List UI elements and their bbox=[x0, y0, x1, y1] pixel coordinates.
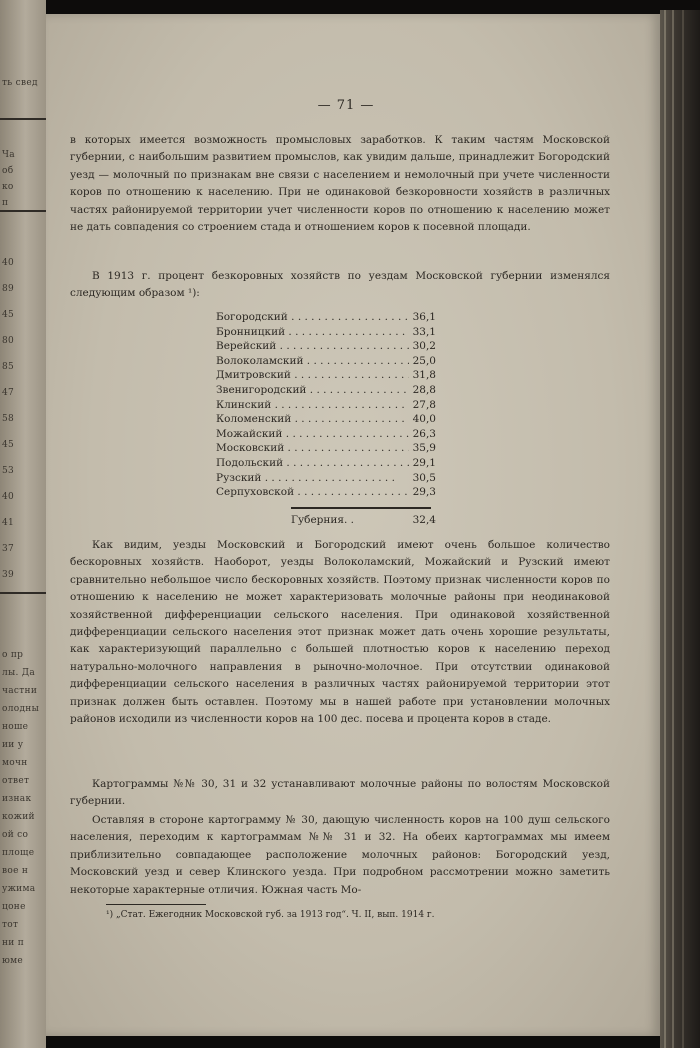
uezd-value: 28,8 bbox=[412, 383, 436, 396]
left-page-fragment: ть свед bbox=[2, 78, 38, 88]
left-page-fragment: 41 bbox=[2, 518, 15, 528]
uezd-name: Волоколамский . . . bbox=[216, 354, 409, 369]
left-page-fragment: о пр bbox=[2, 650, 24, 660]
total-rule bbox=[291, 507, 431, 509]
left-page-fragment: 58 bbox=[2, 414, 15, 424]
uezd-row bbox=[216, 383, 436, 398]
uezd-name: Подольский . . . bbox=[216, 456, 409, 471]
uezd-row bbox=[216, 412, 436, 427]
page-number: — 71 — bbox=[317, 98, 375, 113]
total-value: 32,4 bbox=[412, 514, 436, 526]
left-page-fragment: мочн bbox=[2, 758, 28, 768]
left-page-edge bbox=[0, 0, 46, 1048]
uezd-row bbox=[216, 339, 436, 354]
uezd-value: 33,1 bbox=[412, 325, 436, 338]
uezd-name: Дмитровский . . . bbox=[216, 368, 409, 383]
uezd-name: Бронницкий . . . bbox=[216, 325, 409, 340]
paragraph-1-text: в которых имеется возможность промысловых заработков. К таким частям Московской губернии, с наибольшим развитием промыслов, как увидим дальше, принадлежит Богородский уезд — молочный по признакам вне связи с населением и немолочный при учете численности коров по отношению к населению. При не одинаковой безкоровности хозяйств в различных частях районируемой территории учет численности коров по отношению к населению может не дать совпадения со строением стада и отношением коров к посевной площади. bbox=[70, 134, 610, 234]
left-page-fragment: площе bbox=[2, 848, 35, 858]
left-page-fragment: 47 bbox=[2, 388, 15, 398]
total-row bbox=[291, 514, 436, 526]
left-page-fragment: ии у bbox=[2, 740, 24, 750]
book-page bbox=[46, 14, 660, 1036]
paragraph-3-text: Как видим, уезды Московский и Богородский имеют очень большое количество бескоровных хозяйств. Наоборот, уезды Волоколамский, Можайский и Рузский имеют сравнительно небольшое число бескоровных хозяйств. Поэтому признак численности коров по отношению к населению не может характеризовать молочные районы при неодинаковой хозяйственной дифференциации сельского населения. При одинаковой хозяйственной дифференциации сельского населения этот признак может дать очень хорошие результаты, как характеризующий параллельно с большей плотностью коров к населению переход натурально-молочного направления в рыночно-молочное. При отсутствии одинаковой дифференциации сельского населения в различных частях районируемой территории этот признак должен быть оставлен. Поэтому мы в нашей работе при установлении молочных районов исходили из численности коров на 100 дес. посева и процента коров в стаде. bbox=[70, 539, 610, 726]
uezd-name: Верейский . . . bbox=[216, 339, 409, 354]
uezd-name: Можайский . . . bbox=[216, 427, 409, 442]
left-page-fragment: кожий bbox=[2, 812, 35, 822]
uezd-value: 31,8 bbox=[412, 369, 436, 382]
left-page-fragment: 37 bbox=[2, 544, 15, 554]
left-page-fragment: частни bbox=[2, 686, 38, 696]
uezd-name: Клинский . . . bbox=[216, 398, 409, 413]
total-label: Губерния. . bbox=[291, 514, 355, 526]
left-page-fragment: об bbox=[2, 166, 14, 176]
footnote-rule bbox=[106, 904, 206, 905]
left-page-fragment: 89 bbox=[2, 284, 15, 294]
uezd-row bbox=[216, 368, 436, 383]
left-page-fragment: 39 bbox=[2, 570, 15, 580]
uezd-row bbox=[216, 441, 436, 456]
left-page-fragment: п bbox=[2, 198, 9, 208]
left-page-fragment: 45 bbox=[2, 310, 15, 320]
uezd-value: 35,9 bbox=[412, 442, 436, 455]
uezd-row bbox=[216, 325, 436, 340]
uezd-row bbox=[216, 456, 436, 471]
uezd-value: 40,0 bbox=[412, 413, 436, 426]
paragraph-4-text: Картограммы №№ 30, 31 и 32 устанавливают молочные районы по волостям Московской губернии. bbox=[70, 778, 610, 808]
uezd-value: 27,8 bbox=[412, 398, 436, 411]
paragraph-2-text: В 1913 г. процент безкоровных хозяйств по уездам Московской губернии изменялся следующим образом ¹): bbox=[70, 270, 610, 300]
left-page-fragment: изнак bbox=[2, 794, 32, 804]
uezd-row bbox=[216, 485, 436, 500]
uezd-row bbox=[216, 310, 436, 325]
left-page-fragment: ужима bbox=[2, 884, 36, 894]
uezd-value: 30,5 bbox=[412, 471, 436, 484]
left-page-fragment: ко bbox=[2, 182, 14, 192]
left-page-fragment: вое н bbox=[2, 866, 29, 876]
left-page-fragment: 85 bbox=[2, 362, 15, 372]
uezd-row bbox=[216, 427, 436, 442]
uezd-row bbox=[216, 398, 436, 413]
uezd-name: Богородский . . . bbox=[216, 310, 409, 325]
uezd-value: 29,3 bbox=[412, 486, 436, 499]
paragraph-1 bbox=[70, 132, 610, 236]
left-page-fragment: 40 bbox=[2, 258, 15, 268]
left-page-fragment: юме bbox=[2, 956, 24, 966]
left-page-fragment: 53 bbox=[2, 466, 15, 476]
paragraph-5-text: Оставляя в стороне картограмму № 30, дающую численность коров на 100 душ сельского населения, переходим к картограммам №№ 31 и 32. На обеих картограммах мы имеем приблизительно совпадающее расположение молочных районов: Богородский уезд, Московский уезд и север Клинского уезда. При подробном рассмотрении можно заметить некоторые характерные отличия. Южная часть Мо- bbox=[70, 814, 610, 896]
uezd-name: Московский . . . bbox=[216, 441, 409, 456]
paragraph-2 bbox=[70, 268, 610, 303]
uezd-value: 30,2 bbox=[412, 340, 436, 353]
left-page-fragment: тот bbox=[2, 920, 19, 930]
left-page-fragment: олодны bbox=[2, 704, 40, 714]
uezd-table bbox=[216, 310, 436, 500]
left-page-rule bbox=[0, 118, 46, 120]
left-page-fragment: ни п bbox=[2, 938, 25, 948]
uezd-row bbox=[216, 354, 436, 369]
paragraph-5 bbox=[70, 812, 610, 899]
uezd-value: 29,1 bbox=[412, 456, 436, 469]
uezd-value: 25,0 bbox=[412, 354, 436, 367]
uezd-name: Рузский . . . bbox=[216, 471, 409, 486]
left-page-fragment: ой со bbox=[2, 830, 29, 840]
uezd-name: Звенигородский . . . bbox=[216, 383, 409, 398]
left-page-fragment: 45 bbox=[2, 440, 15, 450]
book-edge bbox=[660, 10, 700, 1048]
left-page-fragment: Ча bbox=[2, 150, 15, 160]
left-page-fragment: ноше bbox=[2, 722, 29, 732]
left-page-fragment: 40 bbox=[2, 492, 15, 502]
left-page-rule bbox=[0, 592, 46, 594]
paragraph-4 bbox=[70, 776, 610, 811]
left-page-fragment: ответ bbox=[2, 776, 30, 786]
uezd-row bbox=[216, 471, 436, 486]
uezd-name: Серпуховской . . . bbox=[216, 485, 409, 500]
paragraph-3 bbox=[70, 537, 610, 728]
uezd-value: 26,3 bbox=[412, 427, 436, 440]
uezd-name: Коломенский . . . bbox=[216, 412, 409, 427]
left-page-rule bbox=[0, 210, 46, 212]
left-page-fragment: 80 bbox=[2, 336, 15, 346]
left-page-fragment: лы. Да bbox=[2, 668, 36, 678]
footnote: ¹) „Стат. Ежегодник Московской губ. за 1913 год“. Ч. II, вып. 1914 г. bbox=[106, 910, 435, 920]
left-page-fragment: цоне bbox=[2, 902, 26, 912]
uezd-value: 36,1 bbox=[412, 311, 436, 323]
